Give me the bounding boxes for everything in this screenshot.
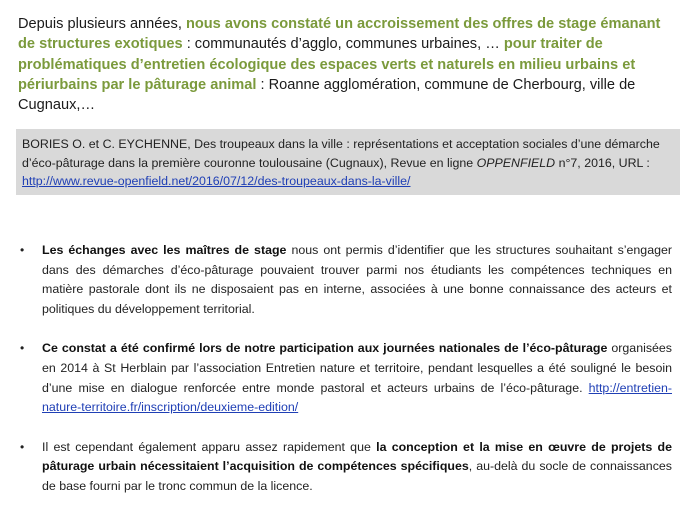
bullet-bold: Les échanges avec les maîtres de stage: [42, 243, 287, 257]
intro-text-3: : Roanne agglomération, commune de Cherbourg, ville de Cugnaux,…: [18, 76, 636, 114]
bullet-text: , au-delà du socle de connaissances de base fourni par le tronc commun de la licence.: [42, 459, 672, 493]
citation-url-link[interactable]: http://www.revue-openfield.net/2016/07/12/des-troupeaux-dans-la-ville/: [22, 174, 411, 189]
intro-text-2: : communautés d’agglo, communes urbaines, …: [182, 36, 504, 53]
citation-text: BORIES O. et C. EYCHENNE, Des troupeaux dans la ville : représentations et acceptation sociales d’une démarche d’éco-pâturage dans la première couronne toulousaine (Cugnaux), Revue en ligne: [22, 137, 660, 170]
intro-highlight-1: nous avons constaté un accroissement des offres de stage émanant de structures exotiques: [18, 16, 661, 53]
bullet-text: nous ont permis d’identifier que les structures souhaitant s’engager dans des démarches d’éco-pâturage pouvaient trouver parmi nos étudiants les compétences techniques en matière pastorale dont ils ne disposaient pas en interne, associées à une bonne connaissance des acteurs et politiques du développement territorial.: [42, 243, 672, 316]
bullet-icon: •: [20, 243, 25, 257]
bullet-bold: Ce constat a été confirmé lors de notre participation aux journées nationales de l’éco-pâturage: [42, 341, 608, 356]
citation-after: n°7, 2016, URL :: [555, 155, 650, 170]
citation-journal: OPPENFIELD: [476, 155, 556, 170]
bullet-item-confirmation: [20, 339, 672, 417]
bullet-text: organisées en 2014 à St Herblain par l’association Entretien nature et territoire, pendant lesquelles a été souligné le besoin d’une mise en dialogue renforcée entre monde pastoral et acteurs urbains de l’éco-pâturage.: [42, 341, 673, 395]
bullet-bold: la conception et la mise en œuvre de projets de pâturage urbain nécessitaient l’acquisition de compétences spécifiques: [42, 439, 672, 474]
intro-text-1: Depuis plusieurs années,: [18, 16, 186, 32]
bullet-item-exchanges: [20, 241, 672, 319]
bullet-pre: Il est cependant également apparu assez rapidement que: [42, 439, 377, 454]
citation-box: [16, 129, 680, 195]
bullet-item-competences: [20, 438, 672, 497]
entretien-nature-link[interactable]: http://entretien-nature-territoire.fr/inscription/deuxieme-edition/: [42, 380, 672, 415]
bullet-icon: •: [20, 341, 25, 356]
intro-paragraph: [18, 14, 678, 115]
bullet-icon: •: [20, 439, 25, 454]
bullet-list: [20, 241, 672, 497]
intro-highlight-2: pour traiter de problématiques d’entretien écologique des espaces verts et naturels en milieu urbains et périurbains par le pâturage animal: [18, 36, 636, 93]
